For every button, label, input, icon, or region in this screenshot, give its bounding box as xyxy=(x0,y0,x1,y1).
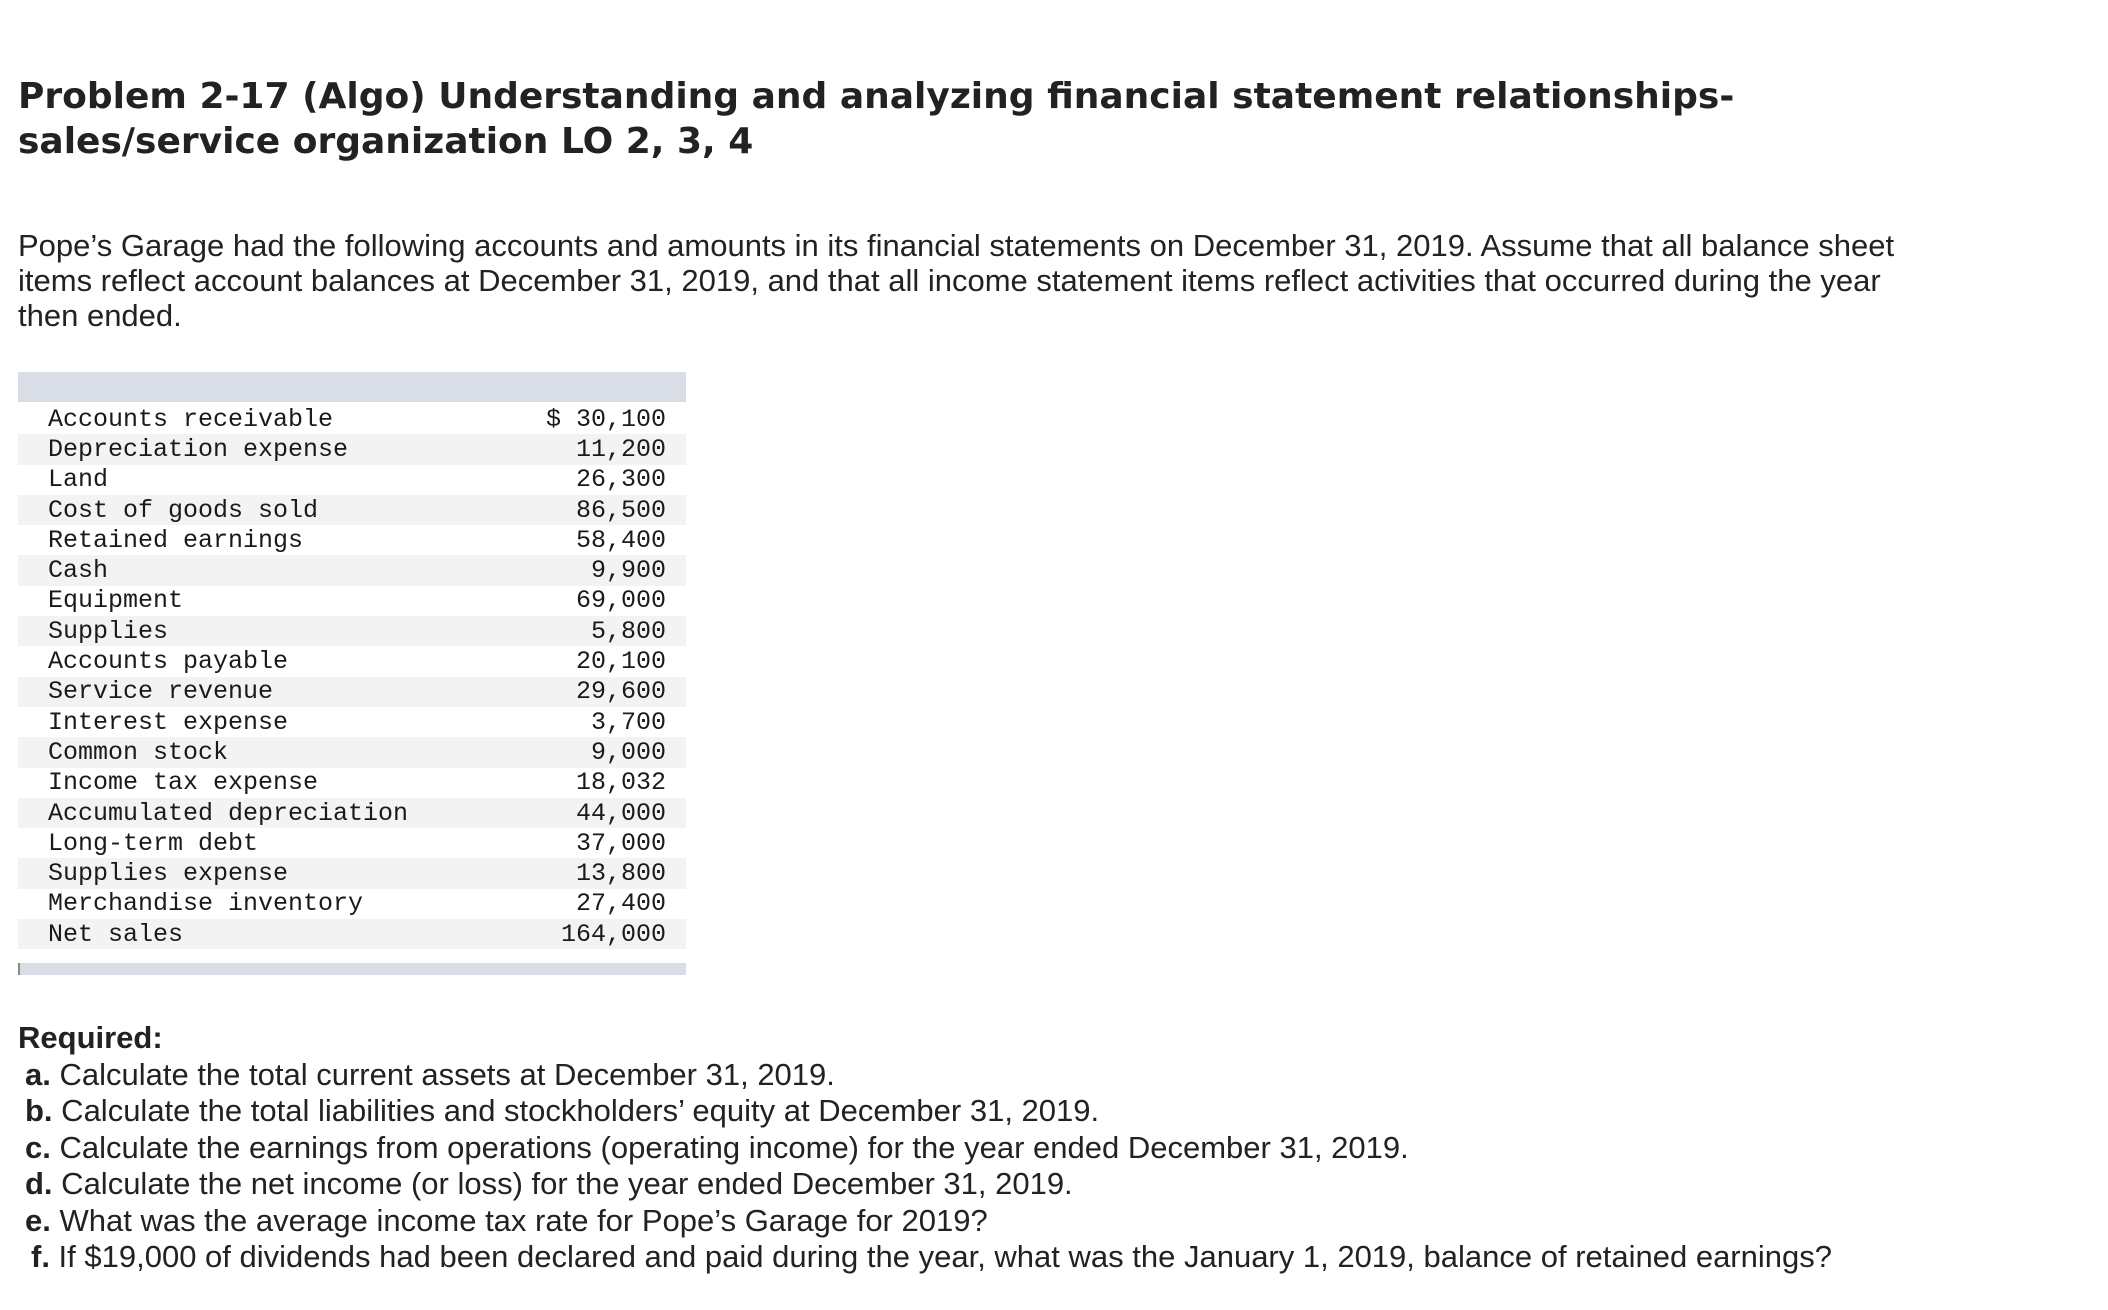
required-item-text: Calculate the earnings from operations (operating income) for the year ended December 31, 2019. xyxy=(50,1129,1409,1165)
account-amount: 29,600 xyxy=(575,677,666,707)
table-row xyxy=(18,768,686,798)
required-item-c xyxy=(18,1130,2018,1167)
account-label: Net sales xyxy=(48,919,184,949)
account-amount: 86,500 xyxy=(575,495,666,525)
required-item-d xyxy=(18,1166,2018,1203)
required-item-letter: a. xyxy=(25,1056,51,1092)
account-label: Cost of goods sold xyxy=(48,495,319,525)
account-label: Common stock xyxy=(48,737,229,767)
account-label: Accumulated depreciation xyxy=(48,798,409,828)
account-label: Equipment xyxy=(48,586,184,616)
account-amount: 44,000 xyxy=(575,798,666,828)
required-item-b xyxy=(18,1093,2018,1130)
problem-intro: Pope’s Garage had the following accounts and amounts in its financial statements on December 31, 2019. Assume that all balance sheet items reflect account balances at December 31, 2019, and that all income statement items reflect activities that occurred during the year then ended. xyxy=(18,228,1895,333)
account-label: Land xyxy=(48,465,109,495)
account-amount: 58,400 xyxy=(575,525,666,555)
table-header-bar xyxy=(18,372,686,402)
table-row xyxy=(18,707,686,737)
table-footer-bar xyxy=(18,963,686,975)
required-item-letter: b. xyxy=(25,1093,53,1128)
required-item-e xyxy=(18,1203,2018,1240)
table-body xyxy=(18,402,686,949)
account-amount: 11,200 xyxy=(575,434,666,464)
required-item-f xyxy=(18,1239,2018,1276)
table-row xyxy=(18,798,686,828)
account-amount: 13,800 xyxy=(575,859,666,889)
required-item-letter: f. xyxy=(31,1239,50,1274)
account-label: Service revenue xyxy=(48,677,274,707)
table-row xyxy=(18,404,686,434)
account-amount: 20,100 xyxy=(575,647,666,677)
table-row xyxy=(18,434,686,464)
account-label: Supplies expense xyxy=(48,859,289,889)
account-label: Accounts receivable xyxy=(48,404,334,434)
table-row xyxy=(18,495,686,525)
account-amount: 26,300 xyxy=(575,465,666,495)
required-item-letter: d. xyxy=(25,1166,53,1201)
account-amount: 18,032 xyxy=(575,768,666,798)
required-item-a xyxy=(18,1057,2018,1094)
account-amount: 37,000 xyxy=(575,828,666,858)
account-amount: 3,700 xyxy=(590,707,666,737)
required-item-text: If $19,000 of dividends had been declared and paid during the year, what was the January 1, 2019, balance of retained earnings? xyxy=(49,1239,1832,1274)
account-label: Interest expense xyxy=(48,707,289,737)
accounts-table xyxy=(18,372,686,975)
account-amount: 27,400 xyxy=(575,889,666,919)
account-label: Retained earnings xyxy=(48,525,304,555)
required-section xyxy=(18,1020,2018,1276)
table-row xyxy=(18,737,686,767)
account-label: Long-term debt xyxy=(48,828,259,858)
account-label: Merchandise inventory xyxy=(48,889,364,919)
account-amount: 5,800 xyxy=(590,616,666,646)
required-item-text: Calculate the total liabilities and stockholders’ equity at December 31, 2019. xyxy=(52,1093,1100,1128)
account-label: Supplies xyxy=(48,616,169,646)
table-row xyxy=(18,465,686,495)
required-heading: Required: xyxy=(18,1020,163,1055)
account-amount: 9,000 xyxy=(590,737,666,767)
required-item-letter: e. xyxy=(25,1202,51,1238)
account-label: Accounts payable xyxy=(48,647,289,677)
account-label: Income tax expense xyxy=(48,768,319,798)
account-label: Depreciation expense xyxy=(48,434,349,464)
table-row xyxy=(18,525,686,555)
required-item-text: What was the average income tax rate for Pope’s Garage for 2019? xyxy=(50,1202,988,1238)
table-row xyxy=(18,828,686,858)
required-item-letter: c. xyxy=(25,1129,51,1165)
table-row xyxy=(18,677,686,707)
account-amount: 9,900 xyxy=(590,556,666,586)
required-item-text: Calculate the total current assets at December 31, 2019. xyxy=(50,1056,835,1092)
table-row xyxy=(18,586,686,616)
table-row xyxy=(18,616,686,646)
account-label: Cash xyxy=(48,556,109,586)
account-amount: 69,000 xyxy=(575,586,666,616)
table-row xyxy=(18,646,686,676)
account-amount: 164,000 xyxy=(560,919,666,949)
table-row xyxy=(18,555,686,585)
required-item-text: Calculate the net income (or loss) for the year ended December 31, 2019. xyxy=(52,1166,1073,1201)
table-row xyxy=(18,919,686,949)
table-row xyxy=(18,889,686,919)
account-amount: $ 30,100 xyxy=(545,404,666,434)
page-title: Problem 2-17 (Algo) Understanding and analyzing financial statement relationships-sales/service organization LO 2, 3, 4 xyxy=(18,76,1735,162)
table-row xyxy=(18,858,686,888)
